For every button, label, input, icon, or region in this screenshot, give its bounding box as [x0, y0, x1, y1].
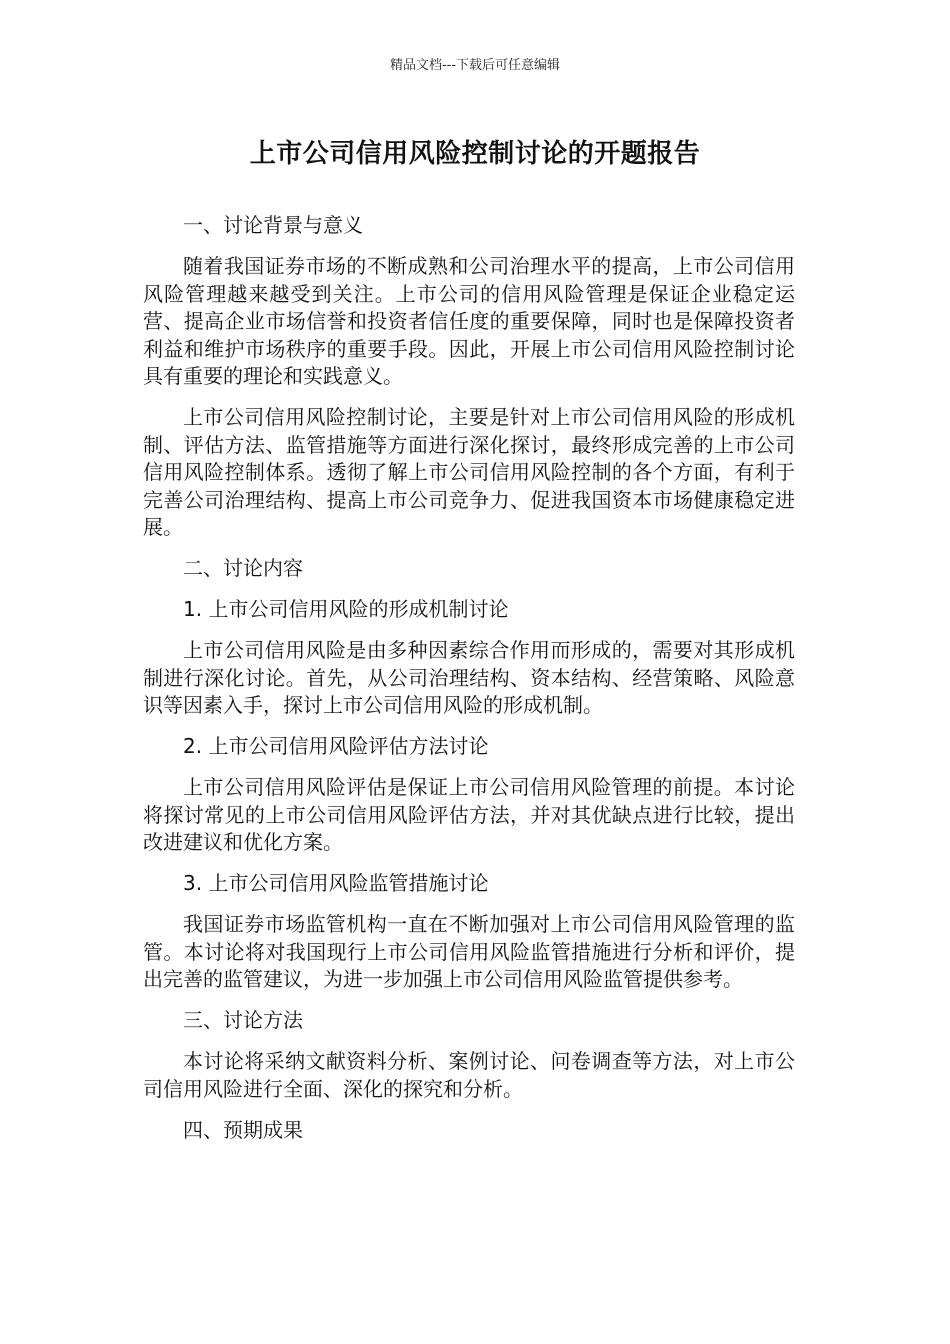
document-body — [143, 212, 795, 1158]
subsection-heading-3: 3. 上市公司信用风险监管措施讨论 — [183, 871, 489, 895]
section-heading-background: 一、讨论背景与意义 — [183, 213, 363, 237]
subsection-heading-2: 2. 上市公司信用风险评估方法讨论 — [183, 734, 489, 758]
subsection-heading-1: 1. 上市公司信用风险的形成机制讨论 — [183, 597, 509, 621]
header-note: 精品文档---下载后可任意编辑 — [389, 58, 561, 73]
section-heading-method: 三、讨论方法 — [183, 1008, 303, 1032]
body-paragraph: 上市公司信用风险是由多种因素综合作用而形成的，需要对其形成机制进行深化讨论。首先，从公司治理结构、资本结构、经营策略、风险意识等因素入手，探讨上市公司信用风险的形成机制。 — [143, 638, 795, 717]
body-paragraph: 上市公司信用风险评估是保证上市公司信用风险管理的前提。本讨论将探讨常见的上市公司信用风险评估方法，并对其优缺点进行比较，提出改进建议和优化方案。 — [143, 775, 795, 854]
body-paragraph: 我国证券市场监管机构一直在不断加强对上市公司信用风险管理的监管。本讨论将对我国现行上市公司信用风险监管措施进行分析和评价，提出完善的监管建议，为进一步加强上市公司信用风险监管提供参考。 — [143, 912, 795, 991]
section-heading-content: 二、讨论内容 — [183, 556, 303, 580]
document-title: 上市公司信用风险控制讨论的开题报告 — [249, 139, 701, 169]
body-paragraph: 随着我国证券市场的不断成熟和公司治理水平的提高，上市公司信用风险管理越来越受到关注。上市公司的信用风险管理是保证企业稳定运营、提高企业市场信誉和投资者信任度的重要保障，同时也是保障投资者利益和维护市场秩序的重要手段。因此，开展上市公司信用风险控制讨论具有重要的理论和实践意义。 — [143, 254, 795, 388]
body-paragraph: 上市公司信用风险控制讨论，主要是针对上市公司信用风险的形成机制、评估方法、监管措施等方面进行深化探讨，最终形成完善的上市公司信用风险控制体系。透彻了解上市公司信用风险控制的各个方面，有利于完善公司治理结构、提高上市公司竞争力、促进我国资本市场健康稳定进展。 — [143, 405, 795, 539]
body-paragraph: 本讨论将采纳文献资料分析、案例讨论、问卷调查等方法，对上市公司信用风险进行全面、深化的探究和分析。 — [143, 1049, 795, 1101]
section-heading-expected-results: 四、预期成果 — [183, 1117, 303, 1142]
